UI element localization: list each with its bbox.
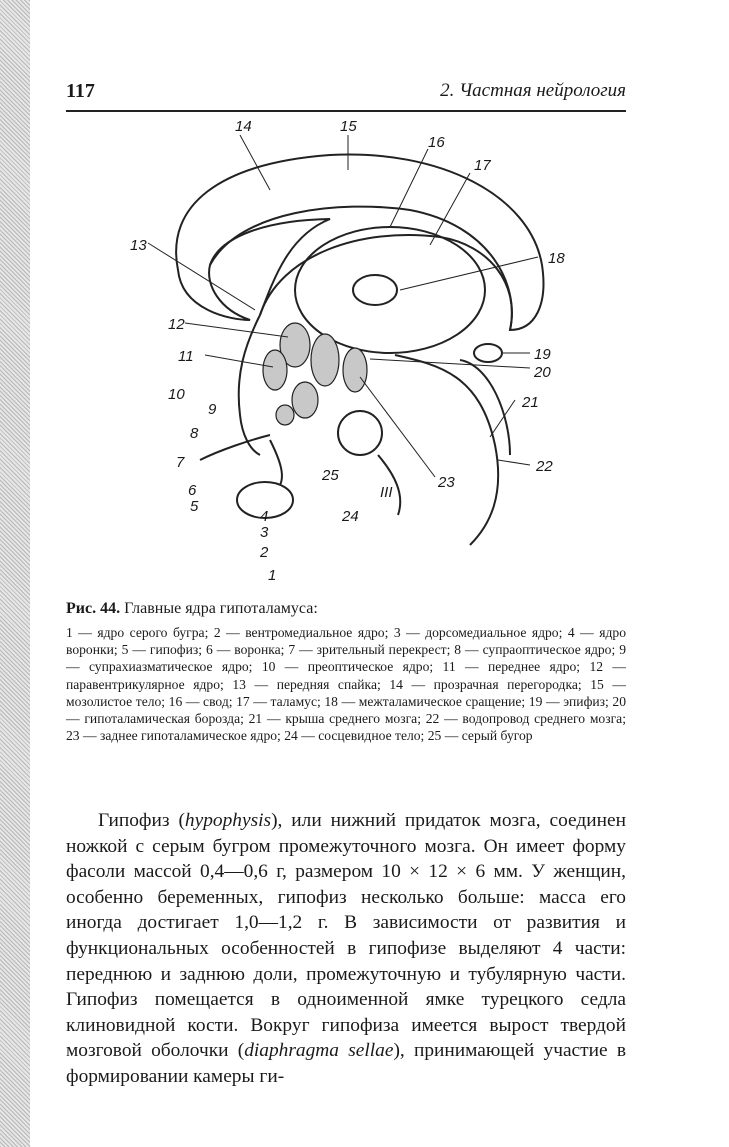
page-header [66,78,626,112]
mammillary-body-shape [338,411,382,455]
infundibulum-shape [270,440,282,485]
caption-legend: 1 — ядро серого бугра; 2 — вентромедиальное ядро; 3 — дорсомедиальное ядро; 4 — ядро воронки; 5 — гипофиз; 6 — воронка; 7 — зрительный перекрест; 8 — супраоптическое ядро; 9 — супрахиазматическое ядро; 10 — преоптическое ядро; 11 — переднее ядро; 12 — паравентрикулярное ядро; 13 — передняя спайка; 14 — прозрачная перегородка; 15 — мозолистое тело; 16 — свод; 17 — таламус; 18 — межталамическое сращение; 19 — эпифиз; 20 — гипоталамическая борозда; 21 — крыша среднего мозга; 22 — водопровод среднего мозга; 23 — заднее гипоталамическое ядро; 24 — сосцевидное тело; 25 — серый бугор [66,625,626,744]
figure-label-23: 23 [438,474,455,491]
corpus-callosum-shape [176,154,543,330]
hypothalamus-figure [110,115,590,595]
figure-label-24: 24 [342,508,359,525]
fornix-shape [260,235,512,330]
brainstem-outline [395,355,498,545]
figure-label-4: 4 [260,508,269,525]
figure-label-19: 19 [534,346,551,363]
figure-label-14: 14 [235,118,252,135]
figure-label-8: 8 [190,425,199,442]
page-number: 117 [66,80,95,102]
running-title: 2. Частная нейрология [440,80,626,101]
figure-caption [66,600,626,744]
figure-label-17: 17 [474,157,491,174]
body-text-end: ), принимающей участие в формировании камеры ги- [66,1040,626,1087]
term-diaphragma-sellae: diaphragma sellae [244,1040,394,1062]
body-text-middle: ), или нижний придаток мозга, соединен ножкой с серым бугром промежуточного мозга. Он имеет форму фасоли массой 0,4—0,6 г, размером 10 × 12 × 6 мм. У женщин, особенно беременных, гипофиз несколько больше: масса его иногда достигает 1,0—1,2 г. В зависимости от развития и функциональных особенностей в гипофизе выделяют 4 части: переднюю и заднюю доли, промежуточную и тубулярную части. Гипофиз помещается в одноименной ямке турецкого седла клиновидной кости. Вокруг гипофиза имеется вырост твердой мозговой оболочки ( [66,810,626,1062]
book-spine-shadow [0,0,30,1147]
figure-label-22: 22 [536,458,553,475]
hypothalamus-diagram [110,115,590,595]
septum-shape [210,219,330,315]
ventromedial-nucleus [292,382,318,418]
body-text-start: Гипофиз ( [98,810,185,831]
figure-label-13: 13 [130,237,147,254]
figure-label-11: 11 [178,348,194,365]
figure-label-2: 2 [260,544,269,561]
figure-label-25: 25 [322,467,339,484]
interthalamic-adhesion-shape [353,275,397,305]
figure-label-20: 20 [534,364,551,381]
dorsomedial-nucleus [311,334,339,386]
supraoptic-nucleus [276,405,294,425]
figure-label-21: 21 [522,394,539,411]
figure-label-15: 15 [340,118,357,135]
hypothalamus-outline [239,315,260,455]
figure-label-10: 10 [168,386,185,403]
anterior-nucleus [263,350,287,390]
posterior-nucleus [343,348,367,392]
figure-label-3: 3 [260,524,269,541]
figure-label-5: 5 [190,498,199,515]
figure-label-18: 18 [548,250,565,267]
caption-number: Рис. 44. [66,600,121,617]
pineal-shape [474,344,502,362]
optic-chiasm-shape [200,435,270,460]
figure-label-7: 7 [176,454,185,471]
figure-label-III: III [380,484,393,501]
figure-label-12: 12 [168,316,185,333]
body-paragraph [66,808,626,1090]
figure-label-9: 9 [208,401,217,418]
figure-label-1: 1 [268,567,277,584]
tectum-outline [460,360,510,455]
caption-title-line [66,600,626,618]
caption-title: Главные ядра гипоталамуса: [124,600,318,617]
figure-label-16: 16 [428,134,445,151]
figure-label-6: 6 [188,482,197,499]
term-hypophysis: hypophysis [184,810,272,831]
